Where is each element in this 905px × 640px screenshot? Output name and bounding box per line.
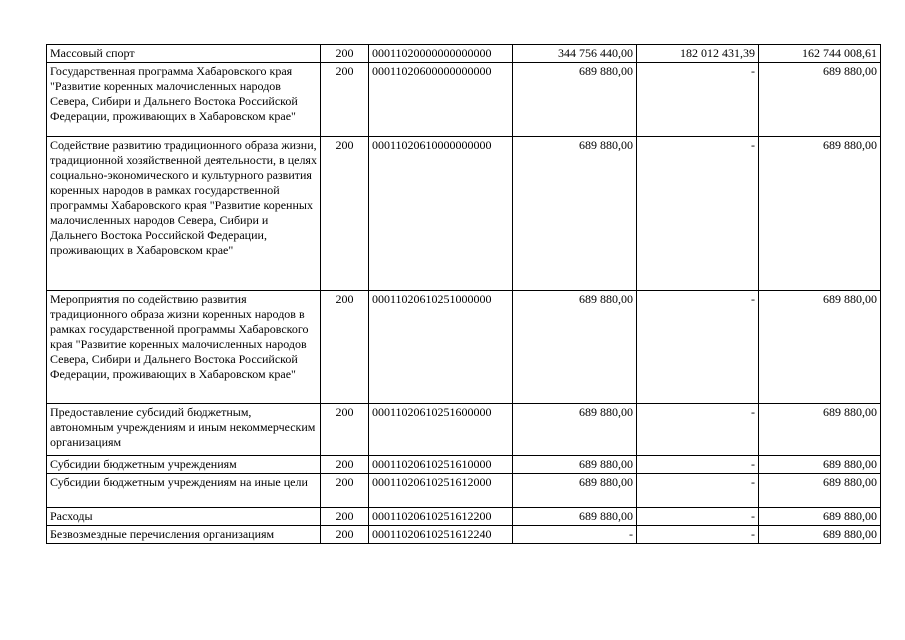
table-row [47,456,881,474]
unexecuted-amount-cell: 689 880,00 [759,474,881,508]
unexecuted-amount-cell: 689 880,00 [759,291,881,404]
classification-code-cell: 00011020610251612240 [369,526,513,544]
approved-amount-cell: 689 880,00 [513,404,637,456]
row-name-cell: Субсидии бюджетным учреждениям на иные цели [47,474,321,508]
line-code-cell: 200 [321,474,369,508]
row-name-cell: Массовый спорт [47,45,321,63]
classification-code-cell: 00011020600000000000 [369,63,513,137]
line-code-cell: 200 [321,291,369,404]
executed-amount-cell: - [637,526,759,544]
table-row [47,404,881,456]
executed-amount-cell: 182 012 431,39 [637,45,759,63]
unexecuted-amount-cell: 689 880,00 [759,508,881,526]
classification-code-cell: 00011020610251612200 [369,508,513,526]
unexecuted-amount-cell: 689 880,00 [759,63,881,137]
executed-amount-cell: - [637,137,759,291]
classification-code-cell: 00011020610251612000 [369,474,513,508]
unexecuted-amount-cell: 689 880,00 [759,404,881,456]
classification-code-cell: 00011020610251000000 [369,291,513,404]
executed-amount-cell: - [637,456,759,474]
unexecuted-amount-cell: 689 880,00 [759,456,881,474]
executed-amount-cell: - [637,63,759,137]
table-row [47,474,881,508]
row-name-cell: Государственная программа Хабаровского края "Развитие коренных малочисленных народов Севера, Сибири и Дальнего Востока Российской Федерации, проживающих в Хабаровском крае" [47,63,321,137]
row-name-cell: Расходы [47,508,321,526]
approved-amount-cell: 689 880,00 [513,291,637,404]
classification-code-cell: 00011020610251600000 [369,404,513,456]
approved-amount-cell: 689 880,00 [513,63,637,137]
approved-amount-cell: - [513,526,637,544]
line-code-cell: 200 [321,456,369,474]
approved-amount-cell: 689 880,00 [513,508,637,526]
row-name-cell: Мероприятия по содействию развития традиционного образа жизни коренных народов в рамках государственной программы Хабаровского края "Развитие коренных малочисленных народов Севера, Сибири и Дальнего Востока Российской Федерации, проживающих в Хабаровском крае" [47,291,321,404]
line-code-cell: 200 [321,63,369,137]
row-name-cell: Предоставление субсидий бюджетным, автономным учреждениям и иным некоммерческим организациям [47,404,321,456]
row-name-cell: Безвозмездные перечисления организациям [47,526,321,544]
classification-code-cell: 00011020610000000000 [369,137,513,291]
approved-amount-cell: 689 880,00 [513,456,637,474]
table-row [47,291,881,404]
row-name-cell: Субсидии бюджетным учреждениям [47,456,321,474]
approved-amount-cell: 689 880,00 [513,474,637,508]
budget-table [46,44,881,544]
unexecuted-amount-cell: 689 880,00 [759,137,881,291]
classification-code-cell: 00011020610251610000 [369,456,513,474]
executed-amount-cell: - [637,291,759,404]
table-row [47,137,881,291]
classification-code-cell: 00011020000000000000 [369,45,513,63]
table-row [47,526,881,544]
executed-amount-cell: - [637,404,759,456]
unexecuted-amount-cell: 162 744 008,61 [759,45,881,63]
line-code-cell: 200 [321,137,369,291]
line-code-cell: 200 [321,45,369,63]
executed-amount-cell: - [637,474,759,508]
table-row [47,508,881,526]
row-name-cell: Содействие развитию традиционного образа жизни, традиционной хозяйственной деятельности, в целях социально-экономического и культурного развития коренных народов в рамках государственной программы Хабаровского края "Развитие коренных малочисленных народов Севера, Сибири и Дальнего Востока Российской Федерации, проживающих в Хабаровском крае" [47,137,321,291]
approved-amount-cell: 689 880,00 [513,137,637,291]
line-code-cell: 200 [321,404,369,456]
line-code-cell: 200 [321,508,369,526]
line-code-cell: 200 [321,526,369,544]
table-row [47,45,881,63]
approved-amount-cell: 344 756 440,00 [513,45,637,63]
executed-amount-cell: - [637,508,759,526]
table-row [47,63,881,137]
unexecuted-amount-cell: 689 880,00 [759,526,881,544]
